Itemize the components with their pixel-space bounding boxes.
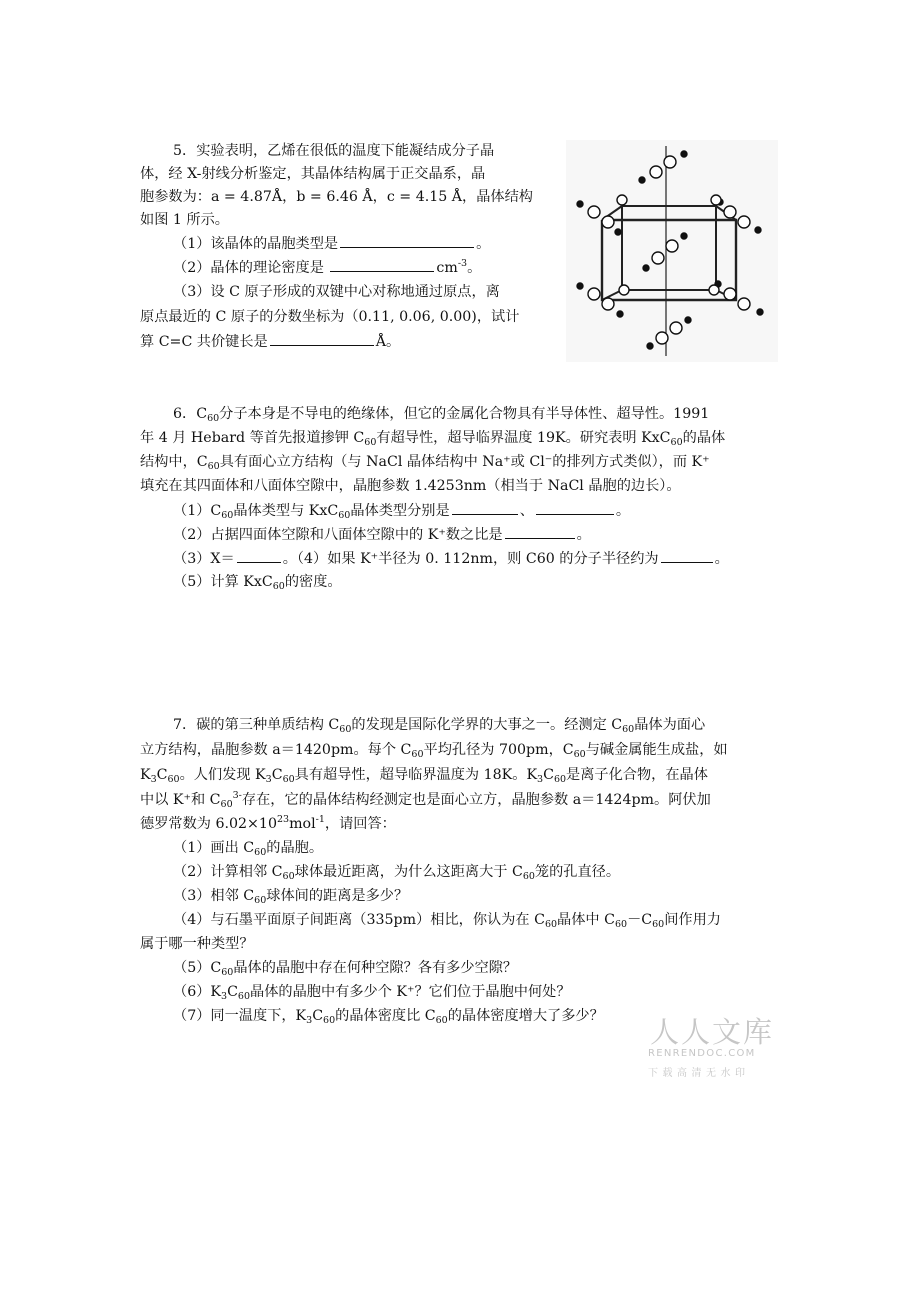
q6-line-3: 结构中，$C_{60}$具有面心立方结构（与 NaCl 晶体结构中 Na⁺或 Cl⁻的排列方式类似），而 K⁺ [140,454,710,472]
q5-line-3: 胞参数为：a = 4.87Å，b = 6.46 Å，c = 4.15 Å，晶体结构 [140,189,533,205]
watermark-tagline: 下载高清无水印 [648,1068,750,1079]
q7-sub-3: （3）相邻 $C_{60}$球体间的距离是多少？ [173,888,409,906]
answer-blank [237,548,281,563]
q7-line-5: 德罗常数为 $6.02\times 10^{23}mol^{-1}$，请回答： [140,814,396,832]
q7-sub-1: （1）画出 $C_{60}$的晶胞。 [173,840,324,858]
answer-blank [330,257,434,272]
q5-sub-2: （2）晶体的理论密度是 $cm^{-3}$。 [173,258,482,276]
q7-sub-4-line-2: 属于哪一种类型？ [140,936,254,952]
watermark-site: RENRENDOC.COM [648,1048,756,1059]
q7-line-4: 中以 K⁺和 $C_{60}^{3-}$存在，它的晶体结构经测定也是面心立方，晶胞参数 a＝1424pm。阿伏加 [140,790,711,810]
watermark [640,1010,780,1080]
q7-line-1: 7．碳的第三种单质结构 $C_{60}$的发现是国际化学界的大事之一。经测定 $C_{60}$晶体为面心 [173,717,706,735]
q7-line-2: 立方结构，晶胞参数 a＝1420pm。每个 $C_{60}$平均孔径为 700pm，$C_{60}$与碱金属能生成盐，如 [140,742,728,760]
q5-line-1: 5．实验表明，乙烯在很低的温度下能凝结成分子晶 [173,143,495,159]
q7-sub-2: （2）计算相邻 $C_{60}$球体最近距离，为什么这距离大于 $C_{60}$笼的孔直径。 [173,864,621,882]
q5-sub-3-line-1: （3）设 C 原子形成的双键中心对称地通过原点，离 [173,284,500,300]
q6-sub-3-4: （3）X＝ 。（4）如果 K⁺半径为 0. 112nm，则 C60 的分子半径约为 。 [173,548,729,569]
q6-sub-5: （5）计算 KxC$_{60}$的密度。 [173,574,342,592]
ethylene-crystal-structure-figure [566,140,778,362]
q7-sub-6: $(6)K_3C_{60}$晶体的晶胞中有多少个 K⁺？它们位于晶胞中何处？ [173,984,571,1002]
answer-blank [270,331,374,346]
q5-line-4: 如图 1 所示。 [140,212,229,228]
answer-blank [505,524,575,539]
answer-blank [452,500,518,515]
answer-blank [340,233,474,248]
q6-sub-1: $(1)C_{60}$晶体类型与 KxC$_{60}$晶体类型分别是 、 。 [173,500,630,521]
q5-sub-3-line-2: 原点最近的 C 原子的分数坐标为（0.11, 0.06, 0.00)，试计 [140,309,520,325]
answer-blank [661,548,713,563]
watermark-title: 人人文库 [650,1015,775,1049]
q6-line-1: 6．$C_{60}$分子本身是不导电的绝缘体，但它的金属化合物具有半导体性、超导性。1991 [173,406,710,424]
q7-sub-4: （4）与石墨平面原子间距离（335pm）相比，你认为在 $C_{60}$晶体中 $C_{60}-C_{60}$间作用力 [173,912,721,930]
q7-sub-7: （7）同一温度下，$K_3C_{60}$的晶体密度比 $C_{60}$的晶体密度增大了多少？ [173,1008,604,1026]
q7-line-3: $K_3C_{60}$。人们发现 $K_3C_{60}$具有超导性，超导临界温度为 18K。$K_3C_{60}$是离子化合物，在晶体 [140,767,708,785]
q5-line-2: 体，经 X-射线分析鉴定，其晶体结构属于正交晶系，晶 [140,166,486,182]
q5-sub-3-line-3: 算 C=C 共价键长是 Å。 [140,331,400,352]
q6-line-4: 填充在其四面体和八面体空隙中，晶胞参数 1.4253nm（相当于 NaCl 晶胞的边长）。 [140,478,681,494]
q5-sub-1: （1）该晶体的晶胞类型是 。 [173,233,490,254]
answer-blank [536,500,614,515]
q6-sub-2: （2）占据四面体空隙和八面体空隙中的 K⁺数之比是 。 [173,524,591,545]
q6-line-2: 年 4 月 Hebard 等首先报道掺钾 $C_{60}$有超导性，超导临界温度 19K。研究表明 KxC$_{60}$的晶体 [140,430,726,448]
q7-sub-5: $(5)C_{60}$晶体的晶胞中存在何种空隙？各有多少空隙？ [173,960,518,978]
